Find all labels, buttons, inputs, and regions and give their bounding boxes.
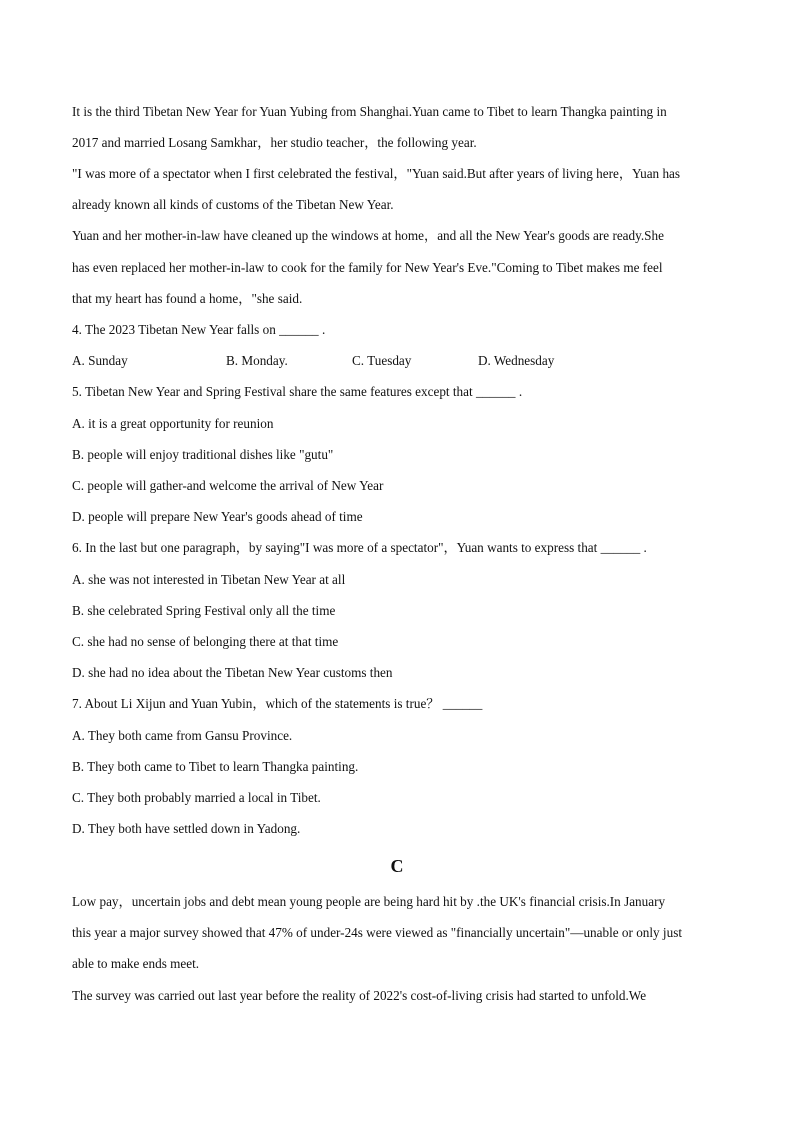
question-7-stem: 7. About Li Xijun and Yuan Yubin，which of the statements is true？ ______	[72, 696, 483, 711]
question-7-option-a: A. They both came from Gansu Province.	[72, 728, 293, 743]
question-7-option-c: C. They both probably married a local in Tibet.	[72, 790, 321, 805]
question-4-option-b: B. Monday.	[226, 353, 288, 368]
question-7-option-b: B. They both came to Tibet to learn Thangka painting.	[72, 759, 359, 774]
passage-line: already known all kinds of customs of the Tibetan New Year.	[72, 197, 394, 212]
passage-line: this year a major survey showed that 47% of under-24s were viewed as "financially uncertain"—unable or only just	[72, 925, 682, 940]
question-5-option-c: C. people will gather-and welcome the arrival of New Year	[72, 478, 384, 493]
passage-line: The survey was carried out last year before the reality of 2022's cost-of-living crisis had started to unfold.We	[72, 988, 647, 1003]
passage-line: "I was more of a spectator when I first celebrated the festival，"Yuan said.But after years of living here，Yuan has	[72, 166, 681, 181]
question-4-option-a: A. Sunday	[72, 353, 128, 368]
section-heading: C	[390, 856, 404, 876]
question-6-stem: 6. In the last but one paragraph，by saying"I was more of a spectator"，Yuan wants to express that ______ .	[72, 540, 647, 555]
question-5-stem: 5. Tibetan New Year and Spring Festival share the same features except that ______ .	[72, 384, 523, 399]
question-5-option-b: B. people will enjoy traditional dishes like "gutu"	[72, 447, 334, 462]
passage-line: It is the third Tibetan New Year for Yuan Yubing from Shanghai.Yuan came to Tibet to learn Thangka painting in	[72, 104, 667, 119]
passage-line: Low pay，uncertain jobs and debt mean young people are being hard hit by .the UK's financial crisis.In January	[72, 894, 666, 909]
question-6-option-b: B. she celebrated Spring Festival only all the time	[72, 603, 336, 618]
question-7-option-d: D. They both have settled down in Yadong.	[72, 821, 301, 836]
passage-line: Yuan and her mother-in-law have cleaned up the windows at home，and all the New Year's goods are ready.She	[72, 228, 664, 243]
passage-line: has even replaced her mother-in-law to cook for the family for New Year's Eve."Coming to Tibet makes me feel	[72, 260, 663, 275]
passage-line: able to make ends meet.	[72, 956, 200, 971]
question-5-option-d: D. people will prepare New Year's goods ahead of time	[72, 509, 363, 524]
question-4-option-d: D. Wednesday	[478, 353, 555, 368]
question-4-stem: 4. The 2023 Tibetan New Year falls on ______ .	[72, 322, 326, 337]
question-6-option-a: A. she was not interested in Tibetan New Year at all	[72, 572, 346, 587]
question-6-option-d: D. she had no idea about the Tibetan New Year customs then	[72, 665, 393, 680]
passage-line: that my heart has found a home，"she said.	[72, 291, 303, 306]
question-6-option-c: C. she had no sense of belonging there at that time	[72, 634, 339, 649]
question-5-option-a: A. it is a great opportunity for reunion	[72, 416, 274, 431]
question-4-option-c: C. Tuesday	[352, 353, 412, 368]
passage-line: 2017 and married Losang Samkhar，her studio teacher，the following year.	[72, 135, 477, 150]
